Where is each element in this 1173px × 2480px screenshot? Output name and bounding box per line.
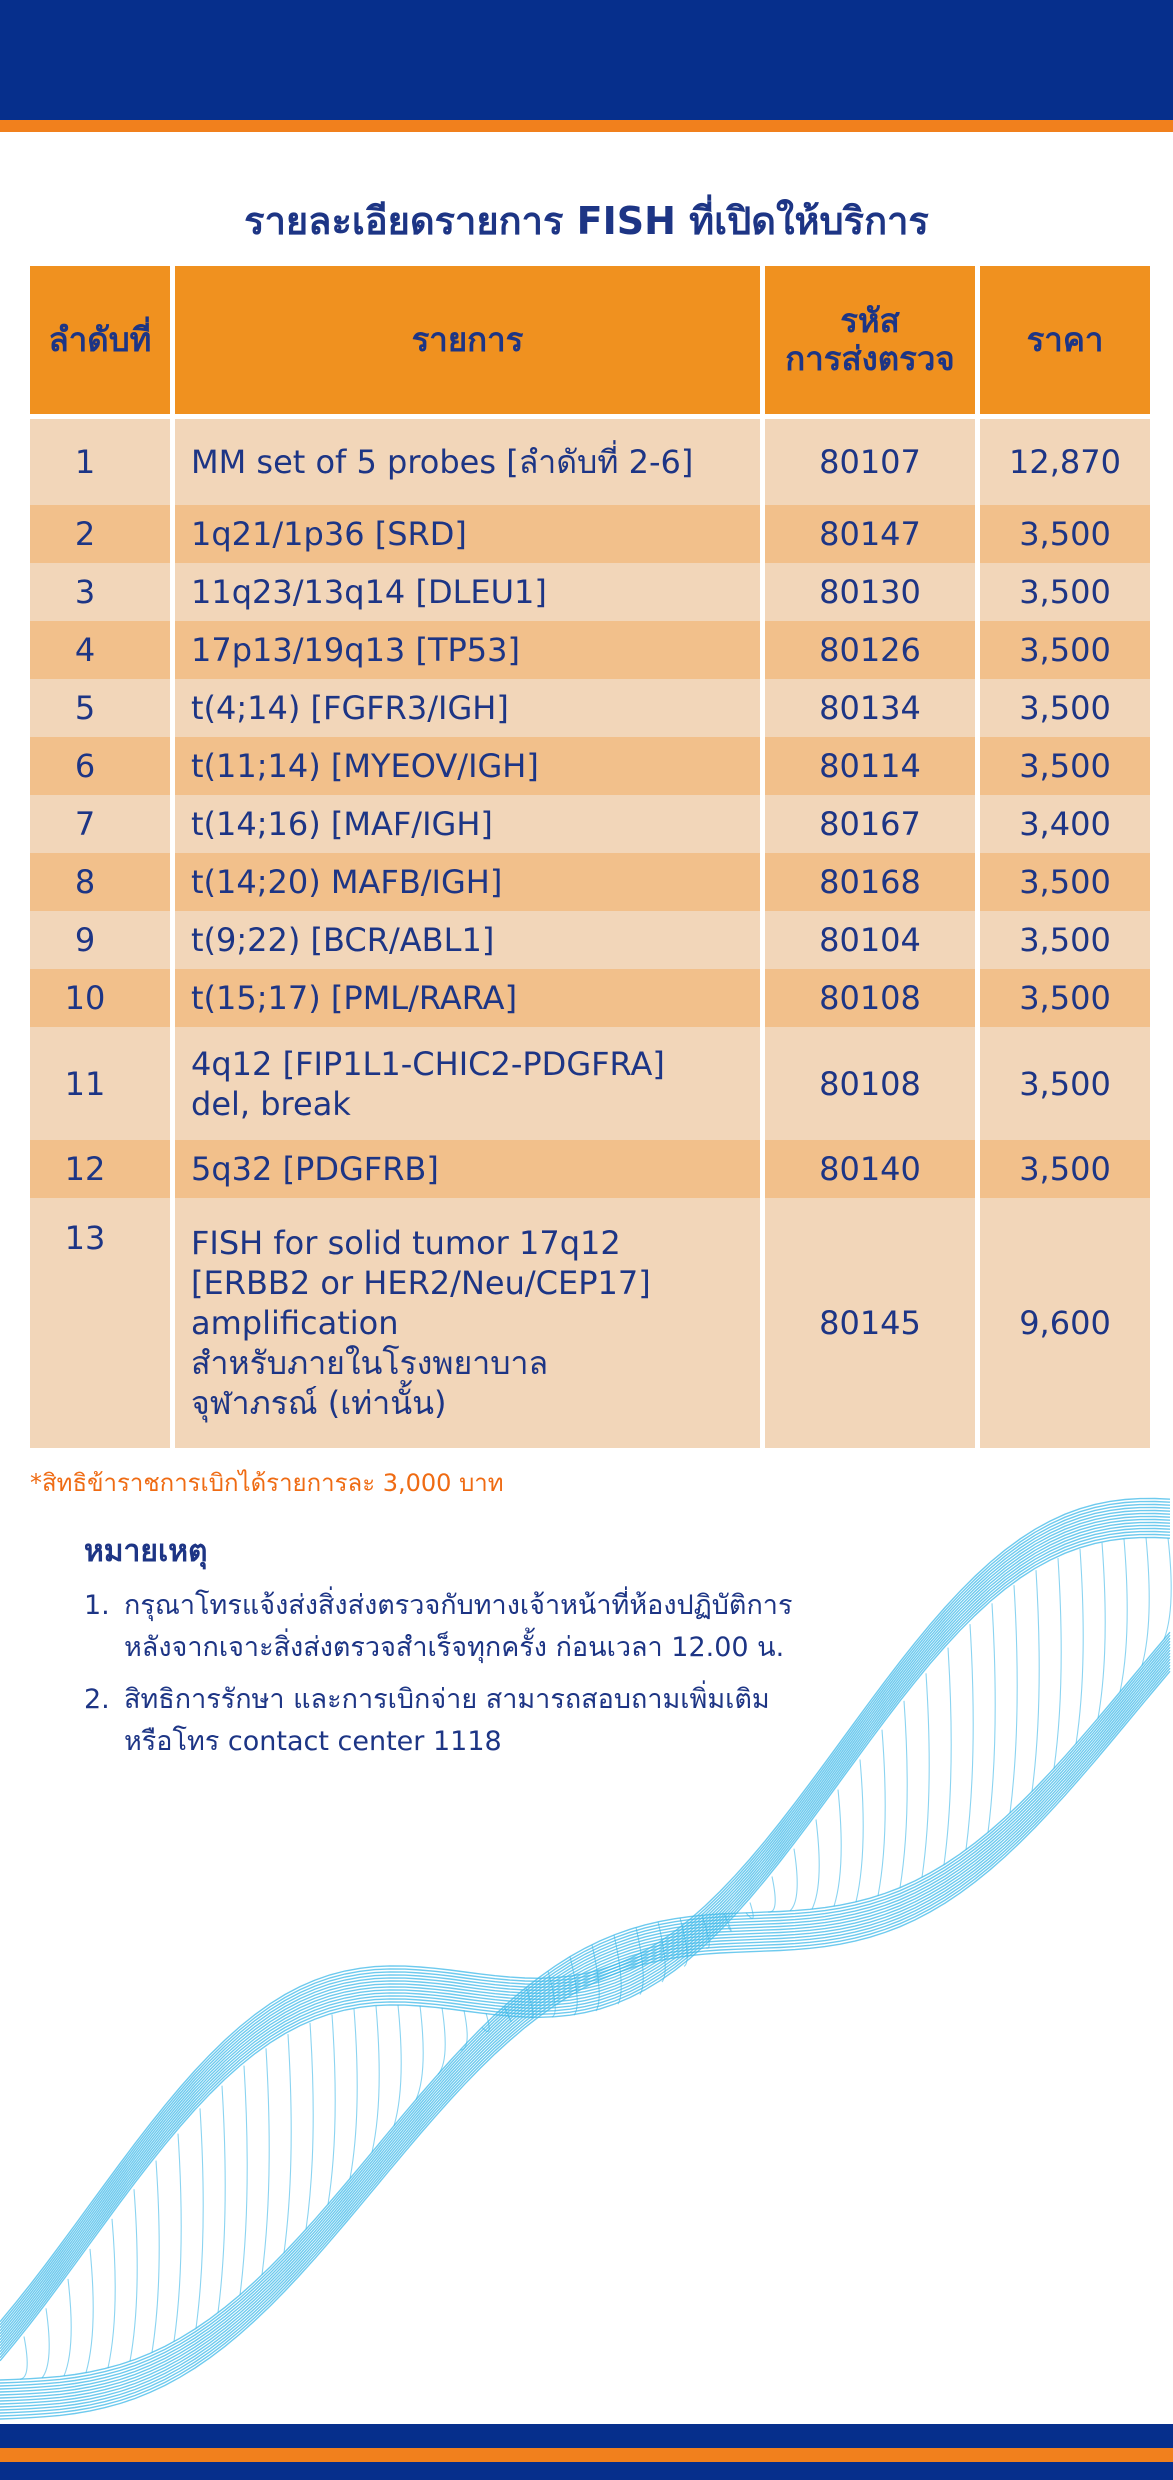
row-test-code: 80145 [765,1198,980,1448]
note-number: 1. [84,1590,110,1621]
row-item [175,505,765,563]
row-number: 6 [30,737,175,795]
row-item [175,853,765,911]
row-item [175,737,765,795]
table-row [30,505,1150,563]
row-item-line: 5q32 [PDGFRB] [191,1150,439,1188]
header-no: ลำดับที่ [30,266,175,419]
row-price: 3,500 [980,1140,1150,1198]
table-row [30,1140,1150,1198]
row-item [175,795,765,853]
row-price: 3,500 [980,1027,1150,1140]
table-row [30,853,1150,911]
row-item-line: t(11;14) [MYEOV/IGH] [191,747,539,785]
bottom-orange-stripe [0,2448,1173,2462]
row-item-line: จุฬาภรณ์ (เท่านั้น) [191,1384,447,1422]
note-line: หลังจากเจาะสิ่งส่งตรวจสำเร็จทุกครั้ง ก่อนเวลา 12.00 น. [124,1632,785,1663]
row-price: 3,400 [980,795,1150,853]
row-item-line: t(9;22) [BCR/ABL1] [191,921,495,959]
row-test-code: 80168 [765,853,980,911]
row-item-line: 11q23/13q14 [DLEU1] [191,573,547,611]
fish-price-table [30,266,1150,1448]
table-row [30,621,1150,679]
notes-section [84,1528,884,1773]
row-number: 5 [30,679,175,737]
row-item-line: t(14;20) MAFB/IGH] [191,863,503,901]
row-test-code: 80126 [765,621,980,679]
top-orange-stripe [0,120,1173,132]
reimbursement-footnote: *สิทธิข้าราชการเบิกได้รายการละ 3,000 บาท [30,1469,504,1497]
note-item [84,1679,884,1763]
row-number: 2 [30,505,175,563]
table-header-row [30,266,1150,419]
row-item [175,1027,765,1140]
row-item [175,621,765,679]
row-item-line: FISH for solid tumor 17q12 [191,1224,621,1262]
row-price: 9,600 [980,1198,1150,1448]
row-test-code: 80107 [765,419,980,505]
header-code [765,266,980,419]
note-item [84,1585,884,1669]
table-row [30,737,1150,795]
row-number: 1 [30,419,175,505]
row-number: 7 [30,795,175,853]
row-item [175,419,765,505]
row-number: 8 [30,853,175,911]
row-test-code: 80147 [765,505,980,563]
row-item-line: 17p13/19q13 [TP53] [191,631,520,669]
row-price: 3,500 [980,621,1150,679]
table-row [30,563,1150,621]
row-number: 12 [30,1140,175,1198]
row-test-code: 80140 [765,1140,980,1198]
page-title: รายละเอียดรายการ FISH ที่เปิดให้บริการ [244,199,929,243]
row-price: 3,500 [980,679,1150,737]
row-price: 3,500 [980,911,1150,969]
row-number: 3 [30,563,175,621]
row-item-line: t(4;14) [FGFR3/IGH] [191,689,509,727]
notes-list [84,1585,884,1763]
table-row [30,1027,1150,1140]
note-line: หรือโทร contact center 1118 [124,1726,502,1757]
row-item [175,679,765,737]
row-number: 13 [30,1198,175,1448]
row-item-line: t(14;16) [MAF/IGH] [191,805,493,843]
row-price: 12,870 [980,419,1150,505]
header-code-line2: การส่งตรวจ [785,339,955,378]
row-item-line: del, break [191,1084,351,1123]
row-test-code: 80134 [765,679,980,737]
table-row [30,1198,1150,1448]
row-price: 3,500 [980,969,1150,1027]
row-price: 3,500 [980,853,1150,911]
row-item [175,969,765,1027]
row-price: 3,500 [980,737,1150,795]
row-number: 4 [30,621,175,679]
table-row [30,969,1150,1027]
row-test-code: 80104 [765,911,980,969]
row-test-code: 80108 [765,1027,980,1140]
row-item [175,911,765,969]
table-body [30,419,1150,1448]
table-row [30,419,1150,505]
note-line: สิทธิการรักษา และการเบิกจ่าย สามารถสอบถามเพิ่มเติม [124,1684,770,1715]
row-price: 3,500 [980,563,1150,621]
row-number: 10 [30,969,175,1027]
row-item-line: [ERBB2 or HER2/Neu/CEP17] [191,1264,651,1302]
row-item [175,1198,765,1448]
row-test-code: 80167 [765,795,980,853]
row-test-code: 80130 [765,563,980,621]
top-header-band [0,0,1173,120]
note-number: 2. [84,1684,110,1715]
row-item-line: MM set of 5 probes [ลำดับที่ 2-6] [191,443,694,481]
row-test-code: 80108 [765,969,980,1027]
row-item [175,1140,765,1198]
row-item-line: 1q21/1p36 [SRD] [191,515,467,553]
table-row [30,911,1150,969]
table-row [30,679,1150,737]
row-item [175,563,765,621]
row-price: 3,500 [980,505,1150,563]
note-line: กรุณาโทรแจ้งส่งสิ่งส่งตรวจกับทางเจ้าหน้าที่ห้องปฏิบัติการ [124,1590,793,1621]
header-code-line1: รหัส [840,301,900,340]
header-price: ราคา [980,266,1150,419]
row-item-line: amplification [191,1304,399,1342]
notes-title: หมายเหตุ [84,1534,208,1569]
row-item-line: สำหรับภายในโรงพยาบาล [191,1344,549,1382]
table-row [30,795,1150,853]
row-number: 9 [30,911,175,969]
row-test-code: 80114 [765,737,980,795]
header-item: รายการ [175,266,765,419]
row-number: 11 [30,1027,175,1140]
row-item-line: 4q12 [FIP1L1-CHIC2-PDGFRA] [191,1044,665,1083]
row-item-line: t(15;17) [PML/RARA] [191,979,518,1017]
